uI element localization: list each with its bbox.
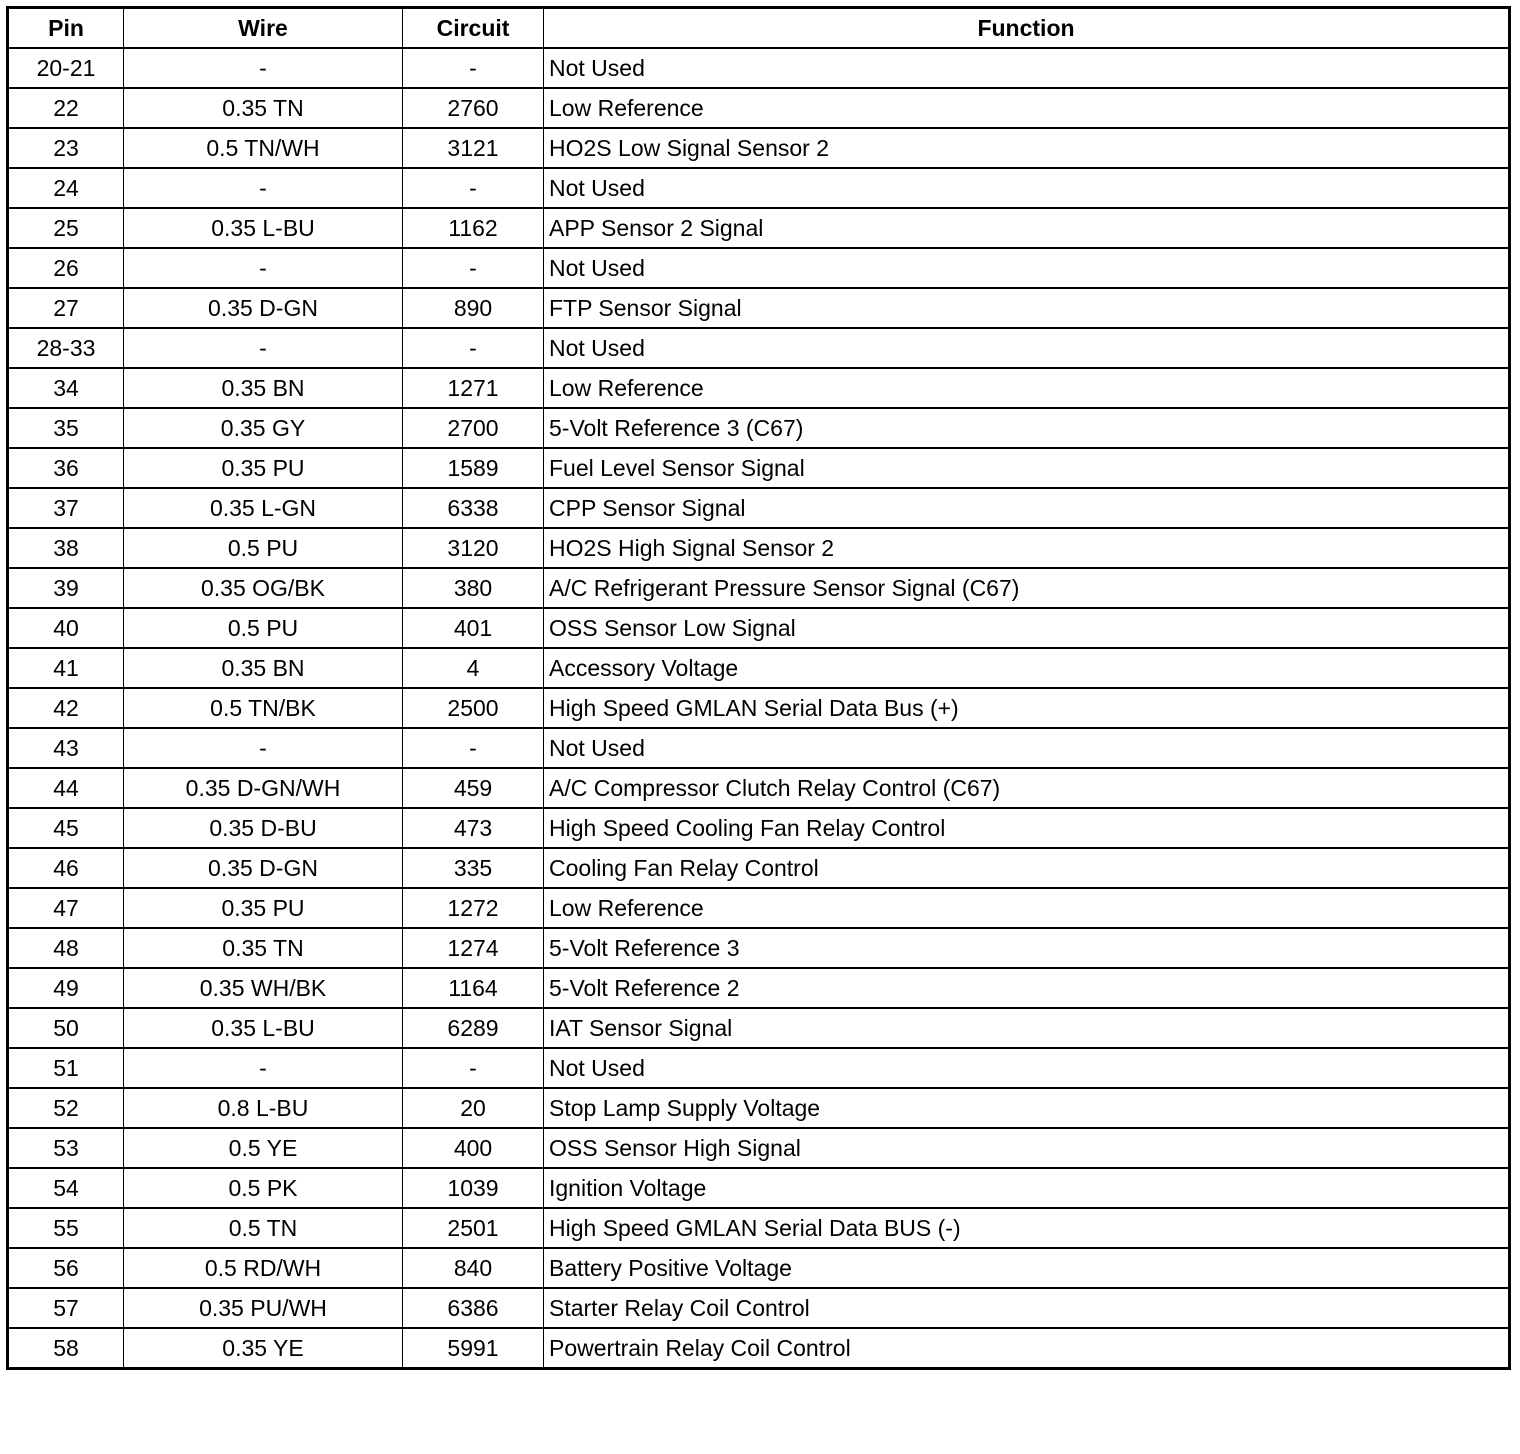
pin-cell: 38	[8, 528, 124, 568]
pin-cell: 43	[8, 728, 124, 768]
pin-cell: 20-21	[8, 48, 124, 88]
header-row	[8, 8, 1510, 49]
circuit-cell: 2501	[403, 1208, 544, 1248]
pin-cell: 57	[8, 1288, 124, 1328]
function-cell: Powertrain Relay Coil Control	[544, 1328, 1510, 1369]
table-row	[8, 1288, 1510, 1328]
wire-cell: 0.8 L-BU	[124, 1088, 403, 1128]
circuit-cell: 1164	[403, 968, 544, 1008]
function-cell: HO2S High Signal Sensor 2	[544, 528, 1510, 568]
function-cell: Battery Positive Voltage	[544, 1248, 1510, 1288]
wire-cell: 0.35 D-GN	[124, 848, 403, 888]
circuit-cell: 6338	[403, 488, 544, 528]
function-cell: High Speed GMLAN Serial Data BUS (-)	[544, 1208, 1510, 1248]
circuit-cell: 400	[403, 1128, 544, 1168]
table-row	[8, 408, 1510, 448]
table-row	[8, 568, 1510, 608]
wire-cell: 0.35 TN	[124, 88, 403, 128]
pin-cell: 22	[8, 88, 124, 128]
function-cell: Accessory Voltage	[544, 648, 1510, 688]
pin-cell: 52	[8, 1088, 124, 1128]
function-cell: OSS Sensor High Signal	[544, 1128, 1510, 1168]
wire-cell: 0.5 PU	[124, 608, 403, 648]
circuit-cell: 1039	[403, 1168, 544, 1208]
wire-cell: 0.35 WH/BK	[124, 968, 403, 1008]
pin-cell: 45	[8, 808, 124, 848]
function-cell: Not Used	[544, 728, 1510, 768]
circuit-cell: 890	[403, 288, 544, 328]
circuit-cell: 380	[403, 568, 544, 608]
table-row	[8, 968, 1510, 1008]
circuit-cell: 1271	[403, 368, 544, 408]
pin-cell: 36	[8, 448, 124, 488]
pin-cell: 49	[8, 968, 124, 1008]
wire-cell: -	[124, 48, 403, 88]
pin-cell: 55	[8, 1208, 124, 1248]
pin-cell: 41	[8, 648, 124, 688]
function-cell: Low Reference	[544, 368, 1510, 408]
function-cell: Low Reference	[544, 888, 1510, 928]
table-row	[8, 528, 1510, 568]
pin-cell: 50	[8, 1008, 124, 1048]
function-cell: Not Used	[544, 1048, 1510, 1088]
pin-cell: 48	[8, 928, 124, 968]
table-row	[8, 848, 1510, 888]
function-cell: Not Used	[544, 168, 1510, 208]
table-row	[8, 248, 1510, 288]
wire-cell: 0.5 YE	[124, 1128, 403, 1168]
function-cell: 5-Volt Reference 3	[544, 928, 1510, 968]
wire-cell: 0.35 L-GN	[124, 488, 403, 528]
wire-cell: -	[124, 728, 403, 768]
wire-cell: -	[124, 328, 403, 368]
circuit-cell: 6289	[403, 1008, 544, 1048]
table-row	[8, 488, 1510, 528]
pin-cell: 24	[8, 168, 124, 208]
pin-cell: 40	[8, 608, 124, 648]
function-cell: IAT Sensor Signal	[544, 1008, 1510, 1048]
circuit-cell: 3121	[403, 128, 544, 168]
table-row	[8, 1048, 1510, 1088]
header-wire: Wire	[124, 8, 403, 49]
function-cell: APP Sensor 2 Signal	[544, 208, 1510, 248]
circuit-cell: 2760	[403, 88, 544, 128]
wire-cell: 0.35 D-GN/WH	[124, 768, 403, 808]
circuit-cell: 459	[403, 768, 544, 808]
pin-cell: 34	[8, 368, 124, 408]
function-cell: A/C Compressor Clutch Relay Control (C67)	[544, 768, 1510, 808]
function-cell: Fuel Level Sensor Signal	[544, 448, 1510, 488]
table-row	[8, 208, 1510, 248]
wire-cell: 0.35 OG/BK	[124, 568, 403, 608]
wire-cell: 0.35 YE	[124, 1328, 403, 1369]
wire-cell: 0.35 BN	[124, 648, 403, 688]
table-header	[8, 8, 1510, 49]
pin-cell: 27	[8, 288, 124, 328]
table-row	[8, 608, 1510, 648]
wire-cell: -	[124, 1048, 403, 1088]
pin-cell: 58	[8, 1328, 124, 1369]
table-row	[8, 1248, 1510, 1288]
circuit-cell: -	[403, 248, 544, 288]
wire-cell: 0.5 TN	[124, 1208, 403, 1248]
pin-cell: 47	[8, 888, 124, 928]
table-row	[8, 368, 1510, 408]
pin-cell: 25	[8, 208, 124, 248]
function-cell: 5-Volt Reference 3 (C67)	[544, 408, 1510, 448]
pin-cell: 44	[8, 768, 124, 808]
function-cell: HO2S Low Signal Sensor 2	[544, 128, 1510, 168]
table-row	[8, 808, 1510, 848]
table-body	[8, 48, 1510, 1369]
pin-cell: 54	[8, 1168, 124, 1208]
wire-cell: -	[124, 248, 403, 288]
table-row	[8, 288, 1510, 328]
circuit-cell: -	[403, 168, 544, 208]
header-circuit: Circuit	[403, 8, 544, 49]
table-row	[8, 88, 1510, 128]
pin-cell: 28-33	[8, 328, 124, 368]
header-pin: Pin	[8, 8, 124, 49]
wire-cell: 0.5 RD/WH	[124, 1248, 403, 1288]
circuit-cell: 4	[403, 648, 544, 688]
pin-cell: 39	[8, 568, 124, 608]
pinout-table	[6, 6, 1511, 1370]
wire-cell: 0.35 L-BU	[124, 1008, 403, 1048]
function-cell: FTP Sensor Signal	[544, 288, 1510, 328]
function-cell: High Speed Cooling Fan Relay Control	[544, 808, 1510, 848]
wire-cell: 0.35 PU	[124, 448, 403, 488]
table-row	[8, 168, 1510, 208]
table-row	[8, 928, 1510, 968]
table-row	[8, 768, 1510, 808]
pin-cell: 56	[8, 1248, 124, 1288]
table-row	[8, 1328, 1510, 1369]
table-row	[8, 1088, 1510, 1128]
function-cell: Low Reference	[544, 88, 1510, 128]
pin-cell: 46	[8, 848, 124, 888]
wire-cell: 0.5 TN/WH	[124, 128, 403, 168]
table-row	[8, 1008, 1510, 1048]
function-cell: Ignition Voltage	[544, 1168, 1510, 1208]
circuit-cell: 401	[403, 608, 544, 648]
table-row	[8, 328, 1510, 368]
circuit-cell: 2700	[403, 408, 544, 448]
table-row	[8, 1208, 1510, 1248]
pin-cell: 23	[8, 128, 124, 168]
circuit-cell: 840	[403, 1248, 544, 1288]
circuit-cell: 1272	[403, 888, 544, 928]
wire-cell: 0.35 BN	[124, 368, 403, 408]
wire-cell: -	[124, 168, 403, 208]
circuit-cell: 20	[403, 1088, 544, 1128]
table-row	[8, 448, 1510, 488]
circuit-cell: -	[403, 1048, 544, 1088]
function-cell: Cooling Fan Relay Control	[544, 848, 1510, 888]
table-row	[8, 648, 1510, 688]
header-function: Function	[544, 8, 1510, 49]
function-cell: 5-Volt Reference 2	[544, 968, 1510, 1008]
circuit-cell: 3120	[403, 528, 544, 568]
pin-cell: 53	[8, 1128, 124, 1168]
wire-cell: 0.35 TN	[124, 928, 403, 968]
circuit-cell: 1589	[403, 448, 544, 488]
function-cell: CPP Sensor Signal	[544, 488, 1510, 528]
circuit-cell: 473	[403, 808, 544, 848]
pin-cell: 51	[8, 1048, 124, 1088]
pin-cell: 37	[8, 488, 124, 528]
circuit-cell: 1162	[403, 208, 544, 248]
table-row	[8, 128, 1510, 168]
pin-cell: 42	[8, 688, 124, 728]
circuit-cell: 1274	[403, 928, 544, 968]
function-cell: High Speed GMLAN Serial Data Bus (+)	[544, 688, 1510, 728]
circuit-cell: 2500	[403, 688, 544, 728]
wire-cell: 0.5 PU	[124, 528, 403, 568]
wire-cell: 0.35 D-GN	[124, 288, 403, 328]
function-cell: A/C Refrigerant Pressure Sensor Signal (C67)	[544, 568, 1510, 608]
circuit-cell: 5991	[403, 1328, 544, 1369]
circuit-cell: -	[403, 328, 544, 368]
wire-cell: 0.35 PU/WH	[124, 1288, 403, 1328]
circuit-cell: 6386	[403, 1288, 544, 1328]
pin-cell: 35	[8, 408, 124, 448]
function-cell: Stop Lamp Supply Voltage	[544, 1088, 1510, 1128]
function-cell: Starter Relay Coil Control	[544, 1288, 1510, 1328]
table-row	[8, 728, 1510, 768]
wire-cell: 0.5 TN/BK	[124, 688, 403, 728]
wire-cell: 0.35 L-BU	[124, 208, 403, 248]
function-cell: Not Used	[544, 328, 1510, 368]
function-cell: OSS Sensor Low Signal	[544, 608, 1510, 648]
table-row	[8, 1168, 1510, 1208]
circuit-cell: -	[403, 728, 544, 768]
table-row	[8, 688, 1510, 728]
pin-cell: 26	[8, 248, 124, 288]
wire-cell: 0.35 D-BU	[124, 808, 403, 848]
function-cell: Not Used	[544, 48, 1510, 88]
table-row	[8, 1128, 1510, 1168]
wire-cell: 0.5 PK	[124, 1168, 403, 1208]
circuit-cell: -	[403, 48, 544, 88]
wire-cell: 0.35 PU	[124, 888, 403, 928]
table-row	[8, 888, 1510, 928]
function-cell: Not Used	[544, 248, 1510, 288]
circuit-cell: 335	[403, 848, 544, 888]
wire-cell: 0.35 GY	[124, 408, 403, 448]
table-row	[8, 48, 1510, 88]
